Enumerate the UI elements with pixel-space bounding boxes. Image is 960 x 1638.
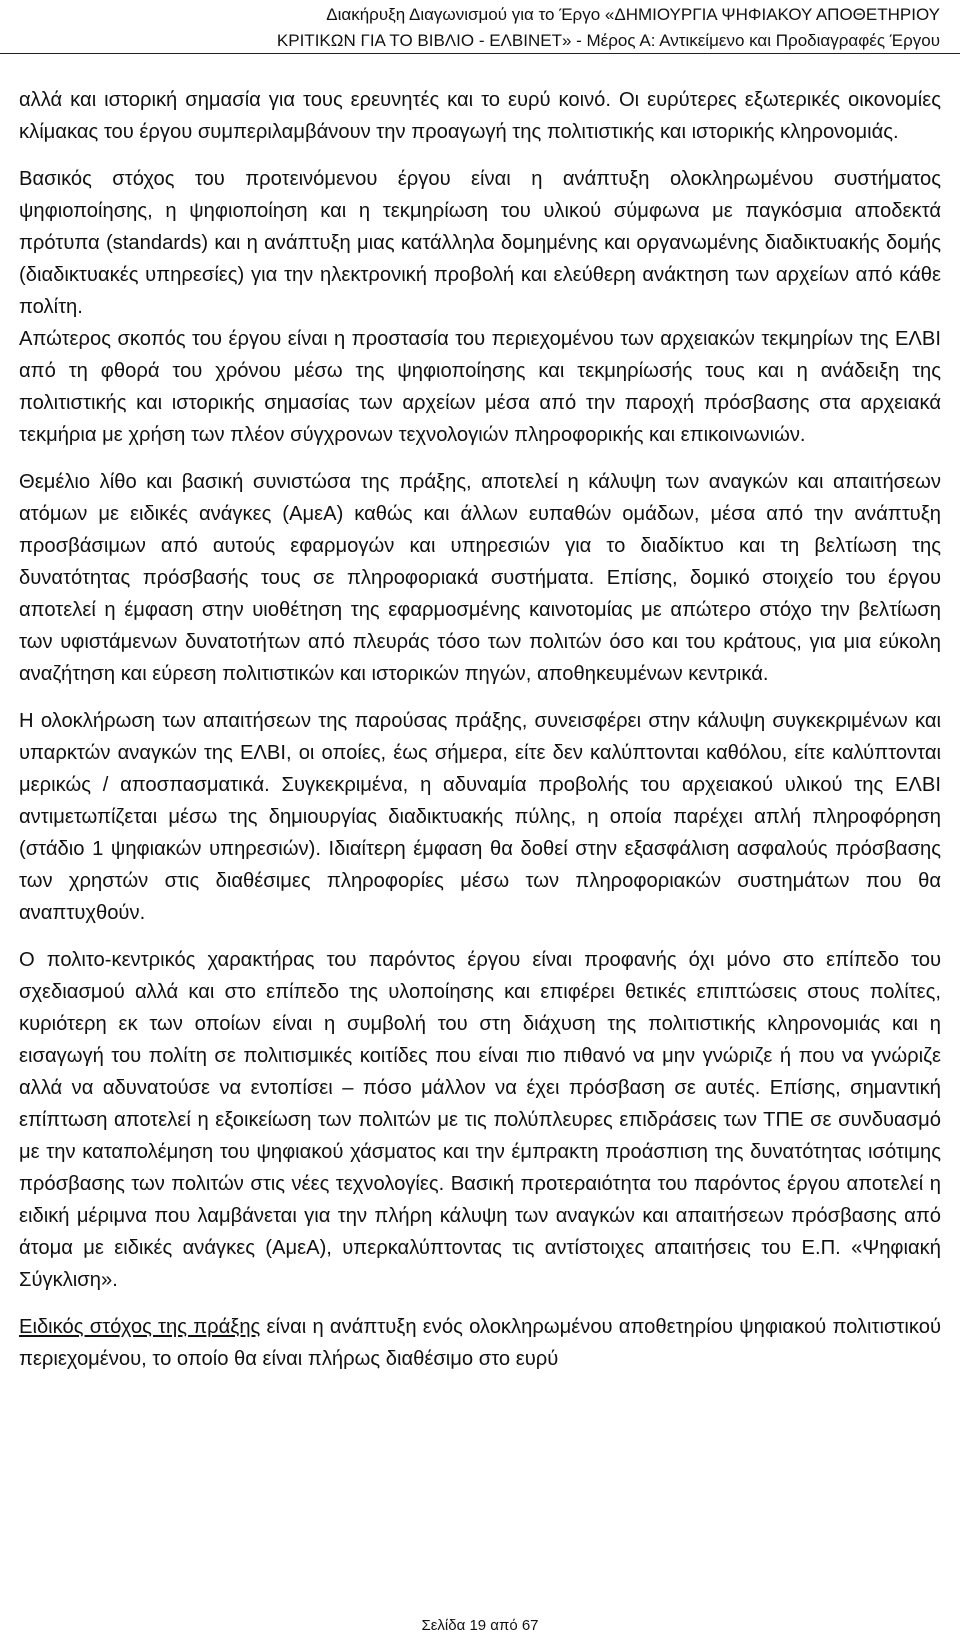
paragraph-2: Βασικός στόχος του προτεινόμενου έργου είναι η ανάπτυξη ολοκληρωμένου συστήματος ψηφιοποίησης, η ψηφιοποίηση και η τεκμηρίωση του υλικού σύμφωνα με παγκόσμια αποδεκτά πρότυπα (standards) και η ανάπτυξη μιας κατάλληλα δομημένης και οργανωμένης διαδικτυακής δομής (διαδικτυακές υπηρεσίες) για την ηλεκτρονική προβολή και ελεύθερη ανάκτηση των αρχείων από κάθε πολίτη. (19, 168, 941, 318)
document-body (19, 84, 941, 1390)
header-line-1: Διακήρυξη Διαγωνισμού για το Έργο «ΔΗΜΙΟΥΡΓΙΑ ΨΗΦΙΑΚΟΥ ΑΠΟΘΕΤΗΡΙΟΥ (326, 5, 940, 24)
page-header (20, 2, 940, 54)
header-line-2: ΚΡΙΤΙΚΩΝ ΓΙΑ ΤΟ ΒΙΒΛΙΟ - ΕΛΒΙΝΕΤ» - Μέρος Α: Αντικείμενο και Προδιαγραφές Έργου (276, 31, 940, 50)
paragraph-6: Ο πολιτο-κεντρικός χαρακτήρας του παρόντος έργου είναι προφανής όχι μόνο στο επίπεδο του σχεδιασμού αλλά και στο επίπεδο της υλοποίησης και επιφέρει θετικές επιπτώσεις στους πολίτες, κυριότερη εκ των οποίων είναι η συμβολή του στη διάχυση της πολιτιστικής κληρονομιάς και η εισαγωγή του πολίτη σε πολιτισμικές κοιτίδες που είναι πιο πιθανό να μην γνώριζε ή που να γνώριζε αλλά να αδυνατούσε να εντοπίσει – πόσο μάλλον να έχει πρόσβαση σε αυτές. Επίσης, σημαντική επίπτωση αποτελεί η εξοικείωση των πολιτών με τις πολύπλευρες επιδράσεις των ΤΠΕ σε συνδυασμό με την καταπολέμηση του ψηφιακού χάσματος και την έμπρακτη προάσπιση της δυνατότητας ισότιμης πρόσβασης των πολιτών στις νέες τεχνολογίες. Βασική προτεραιότητα του παρόντος έργου αποτελεί η ειδική μέριμνα που λαμβάνεται για την πλήρη κάλυψη των αναγκών και απαιτήσεων πρόσβασης από άτομα με ειδικές ανάγκες (ΑμεΑ), υπερκαλύπτοντας τις αντίστοιχες απαιτήσεις του Ε.Π. «Ψηφιακή Σύγκλιση». (19, 949, 941, 1291)
paragraph-7 (19, 1311, 941, 1375)
specific-goal-heading: Ειδικός στόχος της πράξης (19, 1316, 261, 1338)
header-divider (0, 53, 960, 54)
page-number: Σελίδα 19 από 67 (421, 1617, 539, 1634)
paragraph-3: Απώτερος σκοπός του έργου είναι η προστασία του περιεχομένου των αρχειακών τεκμηρίων της ΕΛΒΙ από τη φθορά του χρόνου μέσω της ψηφιοποίησης και τεκμηρίωσής τους και η ανάδειξη της πολιτιστικής και ιστορικής σημασίας των αρχείων μέσα από την παροχή πρόσβασης στα αρχειακά τεκμήρια με χρήση των πλέον σύγχρονων τεχνολογιών πληροφορικής και επικοινωνιών. (19, 328, 941, 446)
paragraph-1: αλλά και ιστορική σημασία για τους ερευνητές και το ευρύ κοινό. Οι ευρύτερες εξωτερικές οικονομίες κλίμακας του έργου συμπεριλαμβάνουν την προαγωγή της πολιτιστικής και ιστορικής κληρονομιάς. (19, 89, 941, 143)
paragraph-5: Η ολοκλήρωση των απαιτήσεων της παρούσας πράξης, συνεισφέρει στην κάλυψη συγκεκριμένων και υπαρκτών αναγκών της ΕΛΒΙ, οι οποίες, έως σήμερα, είτε δεν καλύπτονται καθόλου, είτε καλύπτονται μερικώς / αποσπασματικά. Συγκεκριμένα, η αδυναμία προβολής του αρχειακού υλικού της ΕΛΒΙ αντιμετωπίζεται μέσω της δημιουργίας διαδικτυακής πύλης, η οποία παρέχει απλή πληροφόρηση (στάδιο 1 ψηφιακών υπηρεσιών). Ιδιαίτερη έμφαση θα δοθεί στην εξασφάλιση ασφαλούς πρόσβασης των χρηστών στις διαθέσιμες πληροφορίες μέσω των πληροφοριακών συστημάτων που θα αναπτυχθούν. (19, 710, 941, 924)
paragraph-7-text: είναι η ανάπτυξη ενός ολοκληρωμένου αποθετηρίου ψηφιακού πολιτιστικού περιεχομένου, το οποίο θα είναι πλήρως διαθέσιμο στο ευρύ (19, 1316, 941, 1370)
paragraph-4: Θεμέλιο λίθο και βασική συνιστώσα της πράξης, αποτελεί η κάλυψη των αναγκών και απαιτήσεων ατόμων με ειδικές ανάγκες (ΑμεΑ) καθώς και άλλων ευπαθών ομάδων, μέσα από την ανάπτυξη προσβάσιμων από αυτούς εφαρμογών και υπηρεσιών για το διαδίκτυο και τη βελτίωση της δυνατότητας πρόσβασής τους σε πληροφοριακά συστήματα. Επίσης, δομικό στοιχείο του έργου αποτελεί η έμφαση στην υιοθέτηση της εφαρμοσμένης καινοτομίας με απώτερο στόχο την βελτίωση των υφιστάμενων δυνατοτήτων από πλευράς τόσο των πολιτών όσο και του κράτους, για μια εύκολη αναζήτηση και εύρεση πολιτιστικών και ιστορικών πηγών, αποθηκευμένων κεντρικά. (19, 471, 941, 685)
